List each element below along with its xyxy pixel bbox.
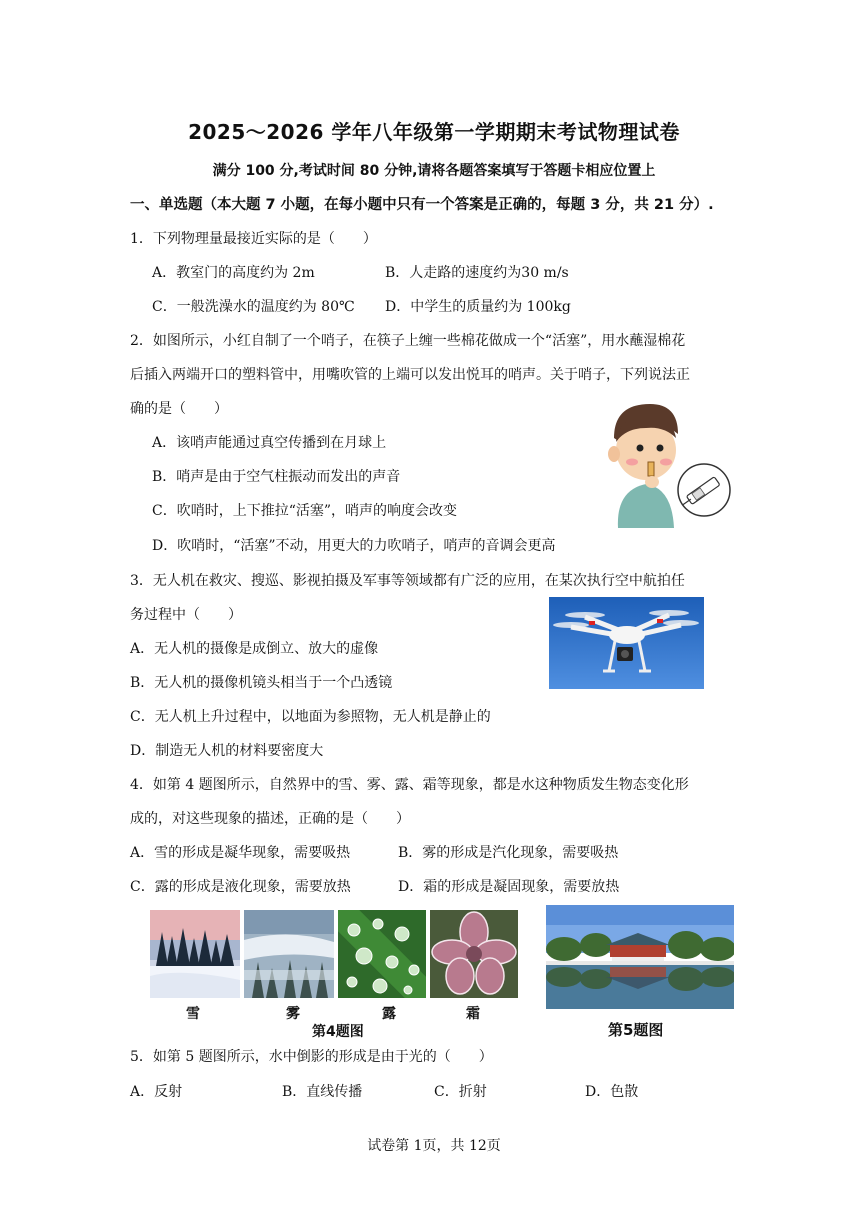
figure-4-label-frost: 霜 <box>466 1006 480 1022</box>
boy-whistle-illustration <box>600 398 740 528</box>
question-4-stem-line1: 4．如第 4 题图所示，自然界中的雪、雾、露、霜等现象，都是水这种物质发生物态变化形 <box>130 777 689 793</box>
question-2-stem-line2: 后插入两端开口的塑料管中，用嘴吹管的上端可以发出悦耳的哨声。关于哨子，下列说法正 <box>130 367 690 383</box>
question-3-stem-line2: 务过程中（ ） <box>130 607 242 623</box>
question-1-option-a: A．教室门的高度约为 2m <box>152 265 315 281</box>
page-number: 试卷第 1页，共 12页 <box>367 1138 501 1154</box>
fog-photo <box>244 910 334 998</box>
reflection-photo <box>546 905 734 1009</box>
question-5-option-a: A．反射 <box>130 1084 183 1100</box>
drone-photo <box>549 597 704 689</box>
question-5-stem: 5．如第 5 题图所示，水中倒影的形成是由于光的（ ） <box>130 1049 493 1065</box>
question-2-option-d: D．吹哨时，“活塞”不动，用更大的力吹哨子，哨声的音调会更高 <box>152 538 556 554</box>
question-5-option-c: C．折射 <box>434 1084 487 1100</box>
question-4-stem-line2: 成的，对这些现象的描述，正确的是（ ） <box>130 811 410 827</box>
exam-instructions: 满分 100 分,考试时间 80 分钟,请将各题答案填写于答题卡相应位置上 <box>212 163 656 179</box>
question-3-option-b: B．无人机的摄像机镜头相当于一个凸透镜 <box>130 675 393 691</box>
question-5-option-d: D．色散 <box>585 1084 639 1100</box>
figure-4-label-dew: 露 <box>382 1006 396 1022</box>
frost-photo <box>430 910 518 998</box>
question-4-option-d: D．霜的形成是凝固现象，需要放热 <box>398 879 620 895</box>
question-2-stem-line1: 2．如图所示，小红自制了一个哨子，在筷子上缠一些棉花做成一个“活塞”，用水蘸湿棉花 <box>130 333 686 349</box>
question-3-option-d: D．制造无人机的材料要密度大 <box>130 743 324 759</box>
question-5-option-b: B．直线传播 <box>282 1084 363 1100</box>
question-3-option-c: C．无人机上升过程中，以地面为参照物，无人机是静止的 <box>130 709 491 725</box>
snow-photo <box>150 910 240 998</box>
question-4-option-c: C．露的形成是液化现象，需要放热 <box>130 879 351 895</box>
question-4-option-b: B．雾的形成是汽化现象，需要吸热 <box>398 845 619 861</box>
question-1-option-c: C．一般洗澡水的温度约为 80℃ <box>152 299 355 315</box>
question-2-option-b: B．哨声是由于空气柱振动而发出的声音 <box>152 469 401 485</box>
page-title: 2025～2026 学年八年级第一学期期末考试物理试卷 <box>188 120 680 144</box>
figure-4-label-fog: 雾 <box>286 1006 300 1022</box>
question-1-option-b: B．人走路的速度约为30 m/s <box>385 265 569 281</box>
dew-photo <box>338 910 426 998</box>
question-1-option-d: D．中学生的质量约为 100kg <box>385 299 571 315</box>
figure-5-caption: 第5题图 <box>608 1021 664 1039</box>
question-3-stem-line1: 3．无人机在救灾、搜巡、影视拍摄及军事等领域都有广泛的应用，在某次执行空中航拍任 <box>130 573 685 589</box>
section-heading: 一、单选题（本大题 7 小题，在每小题中只有一个答案是正确的，每题 3 分，共 21 分）. <box>130 197 714 213</box>
question-1-stem: 1．下列物理量最接近实际的是（ ） <box>130 231 377 247</box>
question-2-option-a: A．该哨声能通过真空传播到在月球上 <box>152 435 387 451</box>
figure-4-caption: 第4题图 <box>312 1024 364 1040</box>
question-2-stem-line3: 确的是（ ） <box>130 401 228 417</box>
figure-4-label-snow: 雪 <box>186 1006 200 1022</box>
question-4-option-a: A．雪的形成是凝华现象，需要吸热 <box>130 845 351 861</box>
question-2-option-c: C．吹哨时，上下推拉“活塞”，哨声的响度会改变 <box>152 503 458 519</box>
question-3-option-a: A．无人机的摄像是成倒立、放大的虚像 <box>130 641 379 657</box>
